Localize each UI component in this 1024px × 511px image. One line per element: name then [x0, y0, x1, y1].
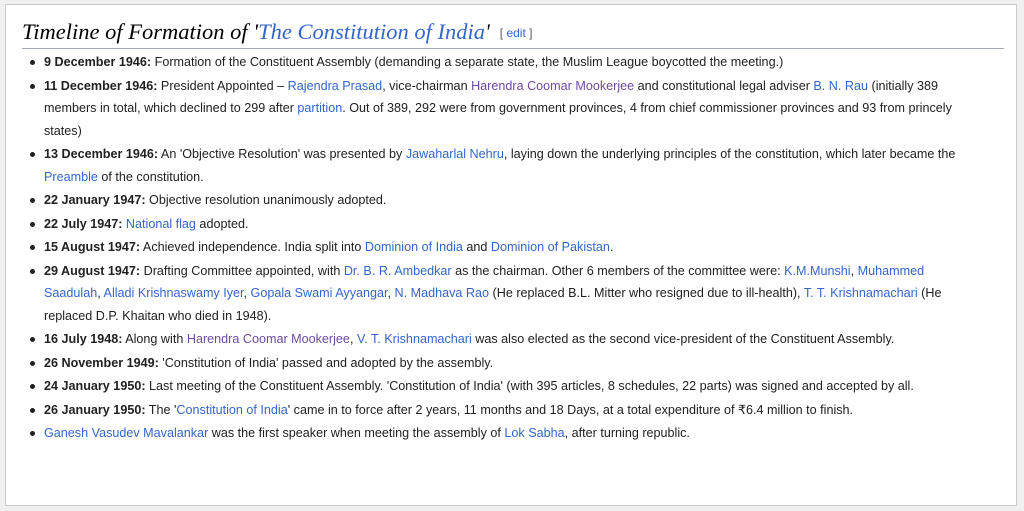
- event-text: adopted.: [195, 216, 249, 231]
- link-bn-rau[interactable]: B. N. Rau: [813, 78, 868, 93]
- timeline-item: [44, 213, 979, 236]
- event-date: 15 August 1947:: [44, 240, 141, 254]
- event-text: 'Constitution of India' passed and adopted by the assembly.: [158, 355, 494, 370]
- event-text: and: [462, 240, 491, 254]
- event-text: .: [609, 240, 614, 254]
- link-n-madhava-rao[interactable]: N. Madhava Rao: [394, 286, 490, 300]
- event-text: Objective resolution unanimously adopted.: [145, 193, 387, 207]
- event-text: Drafting Committee appointed, with: [140, 263, 344, 278]
- timeline-item: [44, 399, 979, 422]
- event-text: ,: [243, 286, 251, 300]
- edit-link[interactable]: edit: [506, 26, 526, 40]
- event-text: was the first speaker when meeting the assembly of: [208, 426, 505, 440]
- link-harendra-coomar-mookerjee[interactable]: Harendra Coomar Mookerjee: [186, 332, 350, 346]
- timeline-item: [44, 236, 979, 259]
- event-text: was also elected as the second vice-president of the Constituent Assembly.: [471, 332, 895, 346]
- event-text: , vice-chairman: [382, 78, 472, 93]
- event-date: 13 December 1946:: [44, 147, 159, 161]
- event-text: ,: [349, 332, 357, 346]
- edit-section: [500, 26, 533, 40]
- link-dominion-of-india[interactable]: Dominion of India: [364, 240, 463, 254]
- link-gopala-swami-ayyangar[interactable]: Gopala Swami Ayyangar: [250, 286, 388, 300]
- event-text: of the constitution.: [97, 169, 204, 184]
- event-text: (initially 389 members in total, which declined to 299 after: [44, 78, 938, 115]
- event-text: as the chairman. Other 6 members of the committee were:: [451, 263, 785, 278]
- event-text: ,: [387, 286, 395, 300]
- timeline-item: [44, 375, 979, 398]
- event-date: 9 December 1946:: [44, 55, 152, 69]
- event-text: Formation of the Constituent Assembly (demanding a separate state, the Muslim League boycotted the meeting.): [151, 55, 784, 69]
- timeline-item: [44, 143, 979, 188]
- event-date: 11 December 1946:: [44, 78, 158, 93]
- event-text: President Appointed –: [157, 78, 288, 93]
- link-vt-krishnamachari[interactable]: V. T. Krishnamachari: [356, 332, 472, 346]
- event-date: 29 August 1947:: [44, 263, 141, 278]
- timeline-item: [44, 422, 979, 445]
- link-national-flag[interactable]: National flag: [125, 216, 196, 231]
- event-text: . Out of 389, 292 were from government provinces, 4 from chief commissioner provinces and 93 from princely states): [44, 101, 952, 138]
- timeline-item: [44, 260, 979, 328]
- event-date: 24 January 1950:: [44, 379, 146, 393]
- event-text: ' came in to force after 2 years, 11 months and 18 Days, at a total expenditure of ₹6.4 million to finish.: [287, 402, 854, 417]
- edit-bracket-open: [: [499, 26, 507, 40]
- link-br-ambedkar[interactable]: Dr. B. R. Ambedkar: [343, 263, 452, 278]
- event-text: ,: [97, 286, 104, 300]
- timeline-list: [28, 51, 979, 446]
- link-alladi-krishnaswamy-iyer[interactable]: Alladi Krishnaswamy Iyer: [103, 286, 244, 300]
- timeline-item: [44, 75, 979, 143]
- link-constitution-of-india[interactable]: Constitution of India: [176, 402, 288, 417]
- timeline-item: [44, 328, 979, 351]
- event-date: 16 July 1948:: [44, 332, 123, 346]
- event-text: Along with: [122, 332, 187, 346]
- event-date: 26 January 1950:: [44, 402, 146, 417]
- event-date: 22 January 1947:: [44, 193, 146, 207]
- event-text: (He replaced B.L. Mitter who resigned due to ill-health),: [489, 286, 804, 300]
- link-rajendra-prasad[interactable]: Rajendra Prasad: [287, 78, 383, 93]
- event-date: 26 November 1949:: [44, 355, 159, 370]
- edit-bracket-close: ]: [525, 26, 533, 40]
- link-preamble[interactable]: Preamble: [44, 169, 98, 184]
- section-heading: [22, 15, 1004, 52]
- timeline-item: [44, 189, 979, 212]
- link-muhammed-saadulah[interactable]: Muhammed Saadulah: [44, 263, 925, 300]
- event-text: The ': [145, 402, 177, 417]
- section-heading-row: [22, 15, 1004, 49]
- link-lok-sabha[interactable]: Lok Sabha: [504, 426, 565, 440]
- event-text: , after turning republic.: [564, 426, 690, 440]
- link-jawaharlal-nehru[interactable]: Jawaharlal Nehru: [405, 147, 504, 161]
- link-km-munshi[interactable]: K.M.Munshi: [784, 263, 851, 278]
- timeline-item: [44, 352, 979, 375]
- event-date: 22 July 1947:: [44, 216, 123, 231]
- event-text: and constitutional legal adviser: [634, 78, 814, 93]
- link-tt-krishnamachari[interactable]: T. T. Krishnamachari: [803, 286, 918, 300]
- event-text: (He replaced D.P. Khaitan who died in 1948).: [44, 286, 942, 323]
- link-partition[interactable]: partition: [297, 101, 343, 115]
- event-text: , laying down the underlying principles of the constitution, which later became the: [503, 147, 956, 161]
- event-text: Achieved independence. India split into: [140, 240, 365, 254]
- event-text: Last meeting of the Constituent Assembly. 'Constitution of India' (with 395 articles, 8 schedules, 22 parts) was signed and accepted by all.: [145, 379, 914, 393]
- link-harendra-coomar-mookerjee[interactable]: Harendra Coomar Mookerjee: [471, 78, 635, 93]
- event-text: ,: [850, 263, 858, 278]
- link-ganesh-vasudev-mavalankar[interactable]: Ganesh Vasudev Mavalankar: [44, 426, 209, 440]
- heading-suffix: ': [484, 19, 490, 44]
- article-content: [5, 4, 1017, 506]
- link-dominion-of-pakistan[interactable]: Dominion of Pakistan: [490, 240, 610, 254]
- timeline-item: [44, 51, 979, 74]
- heading-prefix: Timeline of Formation of ': [22, 19, 259, 44]
- heading-link-constitution[interactable]: The Constitution of India: [258, 19, 485, 44]
- event-text: An 'Objective Resolution' was presented by: [158, 147, 406, 161]
